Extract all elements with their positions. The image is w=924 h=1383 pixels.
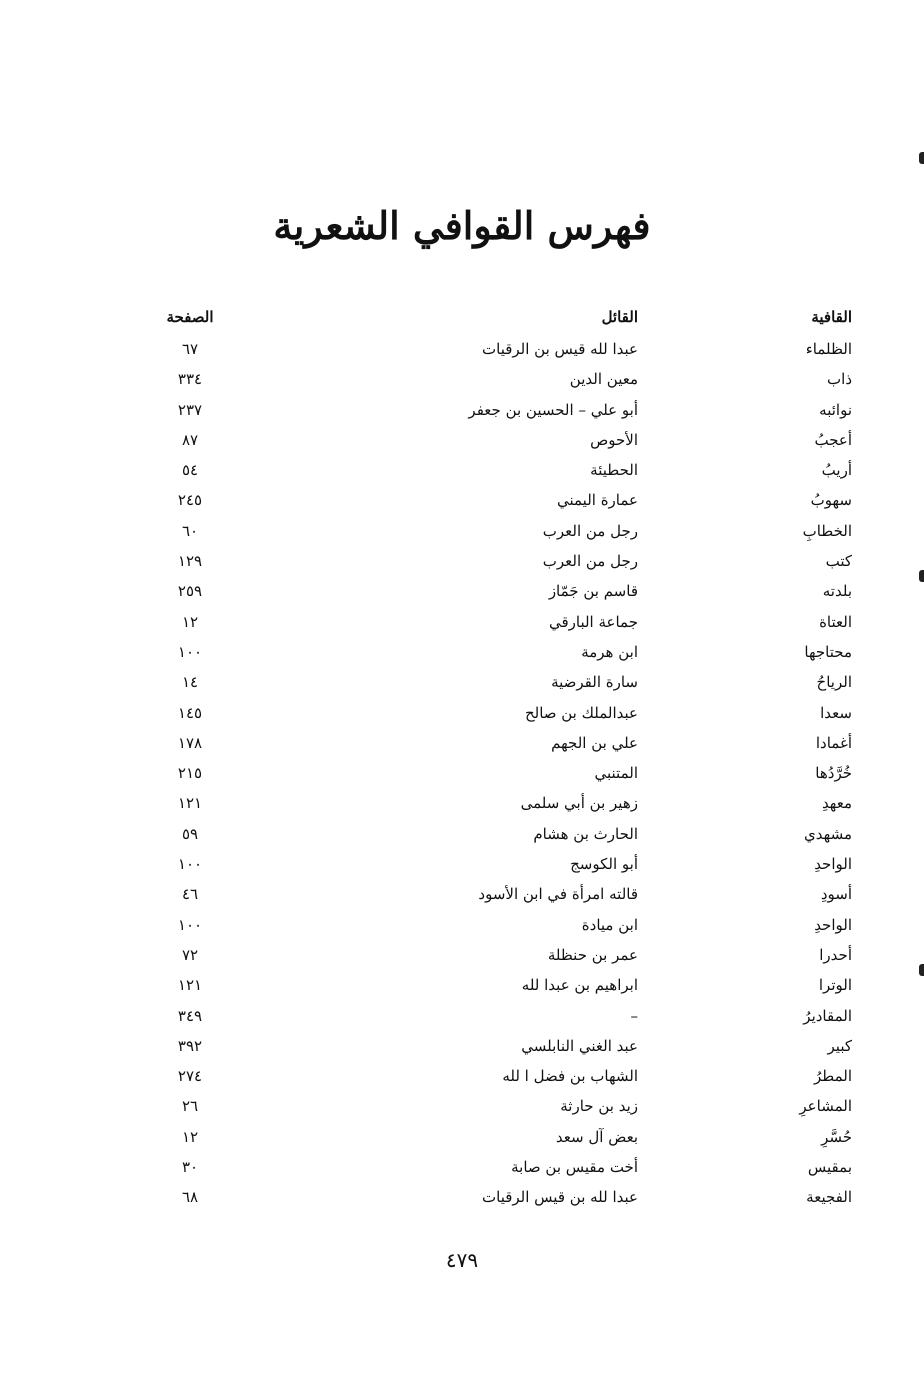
rhyme-cell: الرياحُ: [816, 673, 852, 692]
table-row: [150, 1182, 852, 1212]
page-number-cell: ١٧٨: [177, 733, 203, 752]
page-edge-mark: [919, 152, 924, 164]
poet-cell: عبدا لله قيس بن الرقيات: [482, 340, 638, 358]
poet-cell: ابن هرمة: [581, 642, 638, 661]
page-number-cell: ٥٩: [181, 824, 199, 843]
table-row: [150, 1091, 852, 1121]
table-row: [150, 455, 852, 485]
table-row: [150, 425, 852, 455]
rhyme-cell: كتب: [825, 552, 852, 571]
table-row: [150, 516, 852, 546]
poet-cell: ابن ميادة: [581, 915, 638, 934]
page-number-cell: ٣٠: [181, 1158, 199, 1177]
rhyme-cell: الواحدِ: [814, 915, 852, 934]
rhyme-cell: أحدرا: [819, 945, 852, 964]
table-row: [150, 1122, 852, 1152]
page-number-cell: ٤٦: [181, 885, 199, 904]
column-header-page: الصفحة: [166, 308, 214, 326]
rhyme-index-table: [150, 302, 852, 1213]
rhyme-cell: المطرُ: [814, 1067, 852, 1086]
page-number-cell: ٦٨: [181, 1188, 199, 1207]
page-number-cell: ٢٤٥: [177, 491, 203, 510]
table-row: [150, 1031, 852, 1061]
poet-cell: علي بن الجهم: [551, 733, 638, 752]
poet-cell: زهير بن أبي سلمى: [520, 794, 638, 813]
page-number-cell: ١٠٠: [177, 855, 203, 874]
table-row: [150, 1152, 852, 1182]
column-header-poet: القائل: [601, 308, 638, 326]
poet-cell: رجل من العرب: [542, 521, 638, 540]
page-number-cell: ١٢١: [177, 794, 203, 813]
poet-cell: الحطيئة: [590, 461, 638, 480]
table-row: [150, 698, 852, 728]
poet-cell: الحارث بن هشام: [533, 824, 638, 843]
poet-cell: رجل من العرب: [542, 552, 638, 571]
page-edge-mark: [919, 964, 924, 976]
poet-cell: عمر بن حنظلة: [547, 945, 638, 964]
page-number-cell: ٢٥٩: [177, 582, 203, 601]
poet-cell: جماعة البارقي: [548, 612, 638, 631]
rhyme-cell: أريبُ: [821, 461, 852, 480]
poet-cell: أبو علي – الحسين بن جعفر: [468, 400, 638, 419]
page-number-cell: ١٢١: [177, 976, 203, 995]
page-number-cell: ٨٧: [181, 430, 199, 449]
rhyme-cell: الخطابِ: [802, 521, 852, 540]
page-number-cell: ٢٣٧: [177, 400, 203, 419]
page-number-cell: ١٤: [181, 673, 199, 692]
table-row: [150, 849, 852, 879]
page-number-cell: ٦٠: [181, 521, 199, 540]
table-row: [150, 788, 852, 818]
poet-cell: عبدالملك بن صالح: [524, 703, 638, 722]
rhyme-cell: الظلماء: [805, 340, 852, 358]
table-body: [150, 334, 852, 1213]
table-row: [150, 334, 852, 364]
rhyme-cell: العتاة: [819, 612, 852, 631]
poet-cell: ابراهيم بن عبدا لله: [521, 976, 638, 995]
column-header-rhyme: القافية: [811, 308, 852, 326]
table-row: [150, 728, 852, 758]
poet-cell: قالته امرأة في ابن الأسود: [478, 885, 638, 904]
rhyme-cell: كبير: [827, 1036, 852, 1055]
table-row: [150, 1061, 852, 1091]
poet-cell: بعض آل سعد: [555, 1127, 638, 1146]
rhyme-cell: خُرَّدُها: [815, 764, 852, 783]
page-title: فهرس القوافي الشعرية: [273, 203, 651, 248]
poet-cell: عبد الغني النابلسي: [521, 1036, 638, 1055]
rhyme-cell: بمقيس: [807, 1158, 852, 1177]
poet-cell: قاسم بن جَمّاز: [548, 582, 638, 601]
rhyme-cell: الفجيعة: [806, 1188, 852, 1207]
rhyme-cell: بلدته: [822, 582, 852, 601]
table-row: [150, 970, 852, 1000]
page-number-cell: ٣٩٢: [177, 1036, 203, 1055]
rhyme-cell: المشاعرِ: [799, 1097, 852, 1116]
rhyme-cell: الوترا: [818, 976, 852, 995]
poet-cell: أبو الكوسج: [570, 855, 638, 874]
table-row: [150, 758, 852, 788]
page-number-cell: ٢١٥: [177, 764, 203, 783]
page-number-cell: ٢٧٤: [177, 1067, 203, 1086]
page-number-cell: ٥٤: [181, 461, 199, 480]
page-number-cell: ٣٣٤: [177, 370, 203, 389]
rhyme-cell: سعدا: [820, 703, 852, 722]
rhyme-cell: أغمادا: [815, 733, 852, 752]
page-number-cell: ١٢: [181, 612, 199, 631]
table-row: [150, 576, 852, 606]
page-number-cell: ١٤٥: [177, 703, 203, 722]
table-row: [150, 395, 852, 425]
rhyme-cell: ذاب: [827, 370, 852, 389]
poet-cell: الأحوص: [590, 430, 638, 449]
table-row: [150, 607, 852, 637]
table-row: [150, 546, 852, 576]
poet-cell: زيد بن حارثة: [560, 1097, 638, 1116]
poet-cell: سارة القرضية: [551, 673, 638, 692]
table-row: [150, 485, 852, 515]
poet-cell: الشهاب بن فضل ا لله: [502, 1067, 638, 1086]
table-header: [150, 302, 852, 334]
rhyme-cell: معهدِ: [821, 794, 852, 813]
table-row: [150, 667, 852, 697]
page-number-cell: ٢٦: [181, 1097, 199, 1116]
rhyme-cell: أعجبُ: [814, 430, 852, 449]
rhyme-cell: أسودِ: [820, 885, 852, 904]
page-number-cell: ١٢٩: [177, 552, 203, 571]
page-number-cell: ١٢: [181, 1127, 199, 1146]
poet-cell: المتنبي: [594, 764, 638, 783]
page-number: ٤٧٩: [445, 1248, 479, 1272]
table-row: [150, 1001, 852, 1031]
page-edge-mark: [919, 570, 924, 582]
poet-cell: عمارة اليمني: [556, 491, 638, 510]
poet-cell: أخت مقيس بن صابة: [511, 1158, 638, 1177]
page-number-cell: ٦٧: [181, 340, 199, 358]
table-row: [150, 364, 852, 394]
table-row: [150, 879, 852, 909]
rhyme-cell: حُسَّرِ: [821, 1127, 852, 1146]
page-number-cell: ١٠٠: [177, 642, 203, 661]
table-row: [150, 940, 852, 970]
poet-cell: –: [630, 1006, 638, 1025]
poet-cell: معين الدين: [569, 370, 638, 389]
table-row: [150, 910, 852, 940]
page-number-cell: ٣٤٩: [177, 1006, 203, 1025]
page-number-cell: ٧٢: [181, 945, 199, 964]
page-number-cell: ١٠٠: [177, 915, 203, 934]
table-row: [150, 637, 852, 667]
rhyme-cell: نوائبه: [819, 400, 852, 419]
table-row: [150, 819, 852, 849]
rhyme-cell: سهوبُ: [810, 491, 852, 510]
rhyme-cell: المقاديرُ: [803, 1006, 852, 1025]
poet-cell: عبدا لله بن قيس الرقيات: [482, 1188, 638, 1207]
rhyme-cell: الواحدِ: [814, 855, 852, 874]
rhyme-cell: مشهدي: [804, 824, 852, 843]
rhyme-cell: محتاجها: [804, 642, 852, 661]
